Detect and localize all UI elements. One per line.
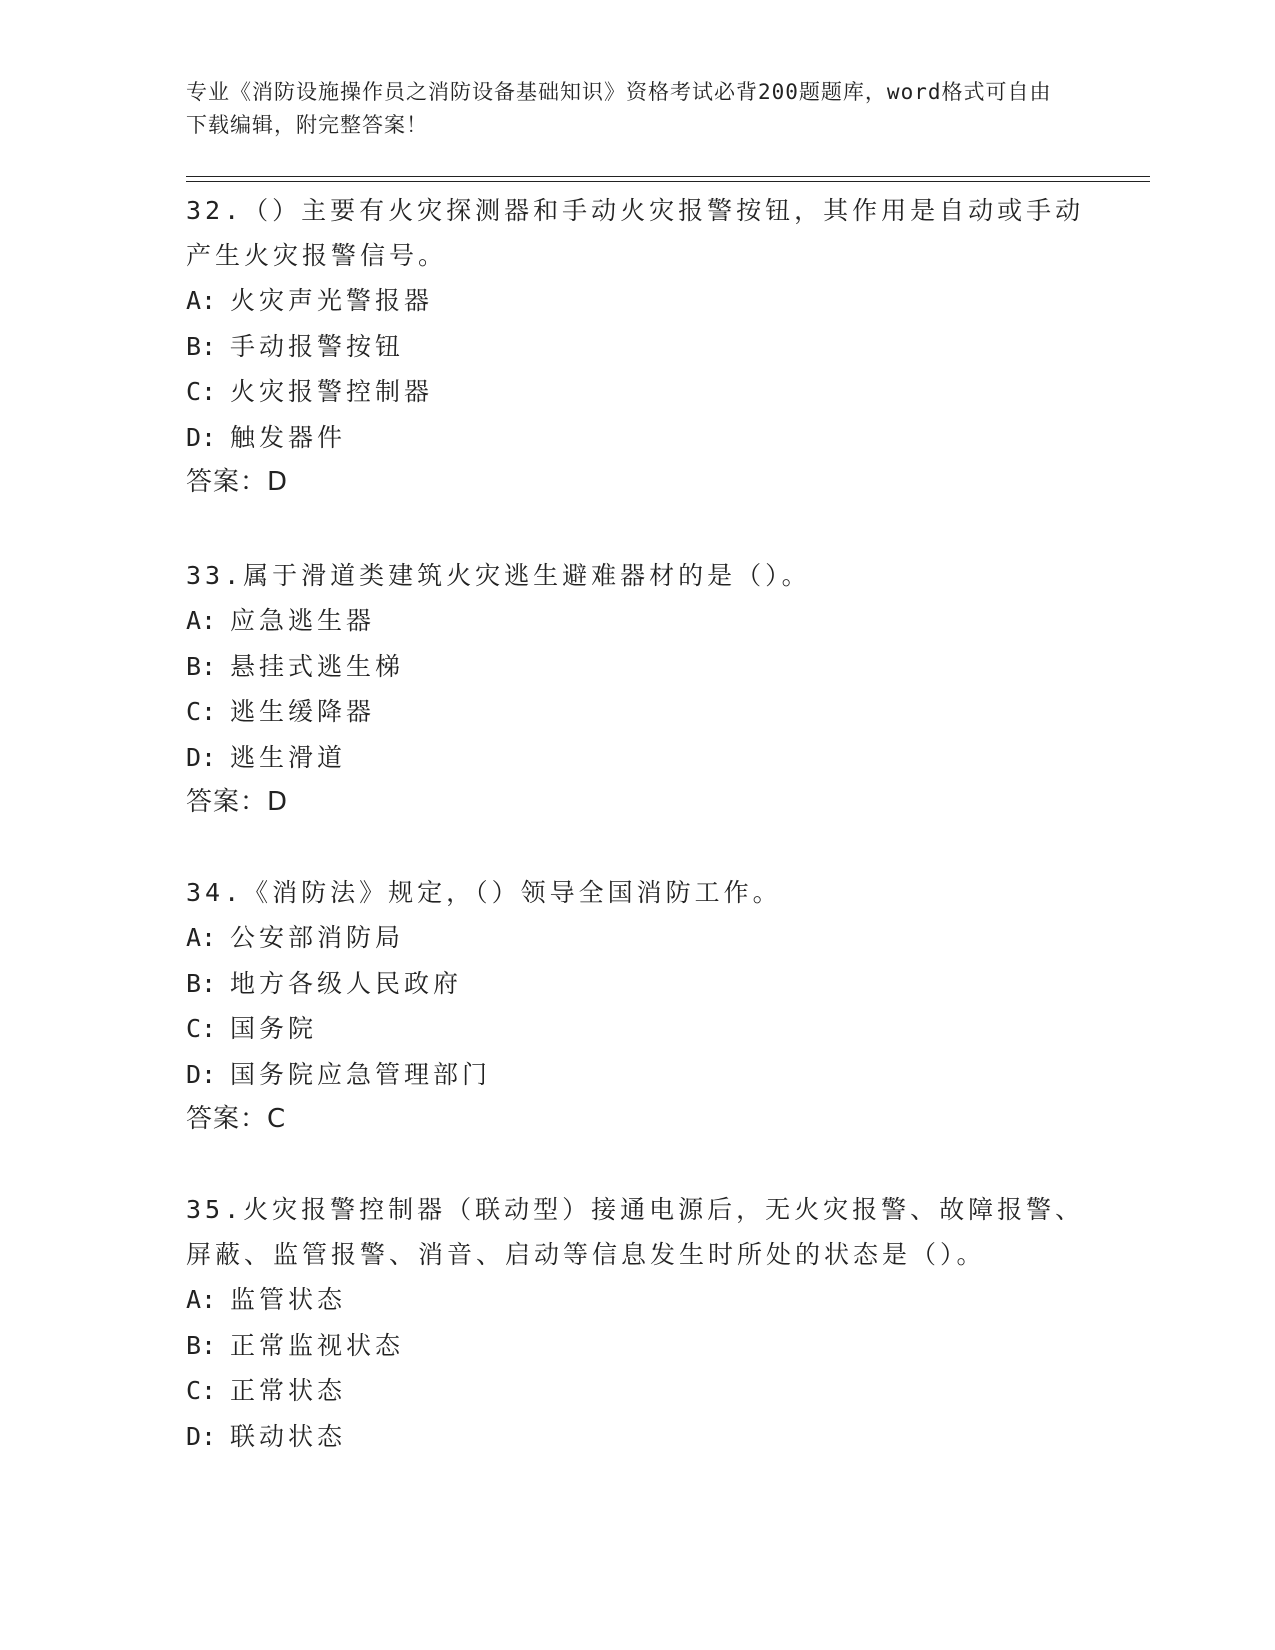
option-key: A: [186, 286, 217, 315]
option-key: B: [186, 331, 217, 361]
question-stem: 34.《消防法》规定，（）领导全国消防工作。 [186, 878, 782, 907]
option-text: 触发器件 [230, 422, 347, 452]
option-key: B: [186, 968, 217, 998]
option-d [186, 415, 1086, 461]
answer-line: 答案：D [186, 787, 289, 817]
option-text: 地方各级人民政府 [230, 968, 463, 998]
option-text: 公安部消防局 [230, 923, 405, 952]
option-d [186, 735, 1086, 781]
answer-line: 答案：C [186, 1104, 287, 1134]
option-text: 逃生缓降器 [230, 697, 376, 726]
question-stem: 32.（）主要有火灾探测器和手动火灾报警按钮，其作用是自动或手动产生火灾报警信号。 [186, 196, 1085, 270]
option-text: 应急逃生器 [230, 606, 376, 635]
option-text: 正常监视状态 [230, 1330, 405, 1360]
option-c [186, 369, 1086, 415]
option-key: A: [186, 1285, 217, 1314]
question-stem: 35.火灾报警控制器（联动型）接通电源后，无火灾报警、故障报警、屏蔽、监管报警、消音、启动等信息发生时所处的状态是（）。 [186, 1195, 1085, 1269]
question-34 [186, 870, 1086, 1142]
option-key: D: [186, 1059, 217, 1089]
option-text: 联动状态 [230, 1421, 347, 1451]
header-divider-top [186, 176, 1150, 177]
option-b [186, 961, 1086, 1007]
question-33 [186, 553, 1086, 825]
option-text: 逃生滑道 [230, 742, 347, 772]
option-text: 国务院应急管理部门 [230, 1059, 492, 1089]
option-key: D: [186, 422, 217, 452]
option-text: 火灾报警控制器 [230, 377, 434, 406]
option-key: C: [186, 1014, 217, 1043]
option-key: C: [186, 697, 217, 726]
option-text: 悬挂式逃生梯 [230, 651, 405, 681]
option-key: A: [186, 923, 217, 952]
option-a [186, 1277, 1086, 1323]
header-divider-bottom [186, 181, 1150, 182]
option-a [186, 915, 1086, 961]
option-key: C: [186, 1376, 217, 1405]
option-b [186, 644, 1086, 690]
option-key: D: [186, 742, 217, 772]
option-d [186, 1414, 1086, 1460]
option-a [186, 278, 1086, 324]
option-c [186, 1368, 1086, 1414]
option-key: C: [186, 377, 217, 406]
option-key: B: [186, 651, 217, 681]
option-c [186, 1006, 1086, 1052]
question-32 [186, 188, 1086, 505]
option-key: A: [186, 606, 217, 635]
option-text: 手动报警按钮 [230, 331, 405, 361]
option-text: 国务院 [230, 1014, 318, 1043]
option-text: 监管状态 [230, 1285, 347, 1314]
question-35 [186, 1187, 1086, 1459]
option-d [186, 1052, 1086, 1098]
answer-line: 答案：D [186, 467, 289, 497]
option-c [186, 689, 1086, 735]
option-text: 火灾声光警报器 [230, 286, 434, 315]
option-text: 正常状态 [230, 1376, 347, 1405]
document-header: 专业《消防设施操作员之消防设备基础知识》资格考试必背200题题库，word格式可自由下载编辑，附完整答案！ [186, 80, 1052, 137]
question-stem: 33.属于滑道类建筑火灾逃生避难器材的是（）。 [186, 561, 811, 590]
option-a [186, 598, 1086, 644]
option-key: D: [186, 1421, 217, 1451]
option-b [186, 324, 1086, 370]
option-b [186, 1323, 1086, 1369]
option-key: B: [186, 1330, 217, 1360]
